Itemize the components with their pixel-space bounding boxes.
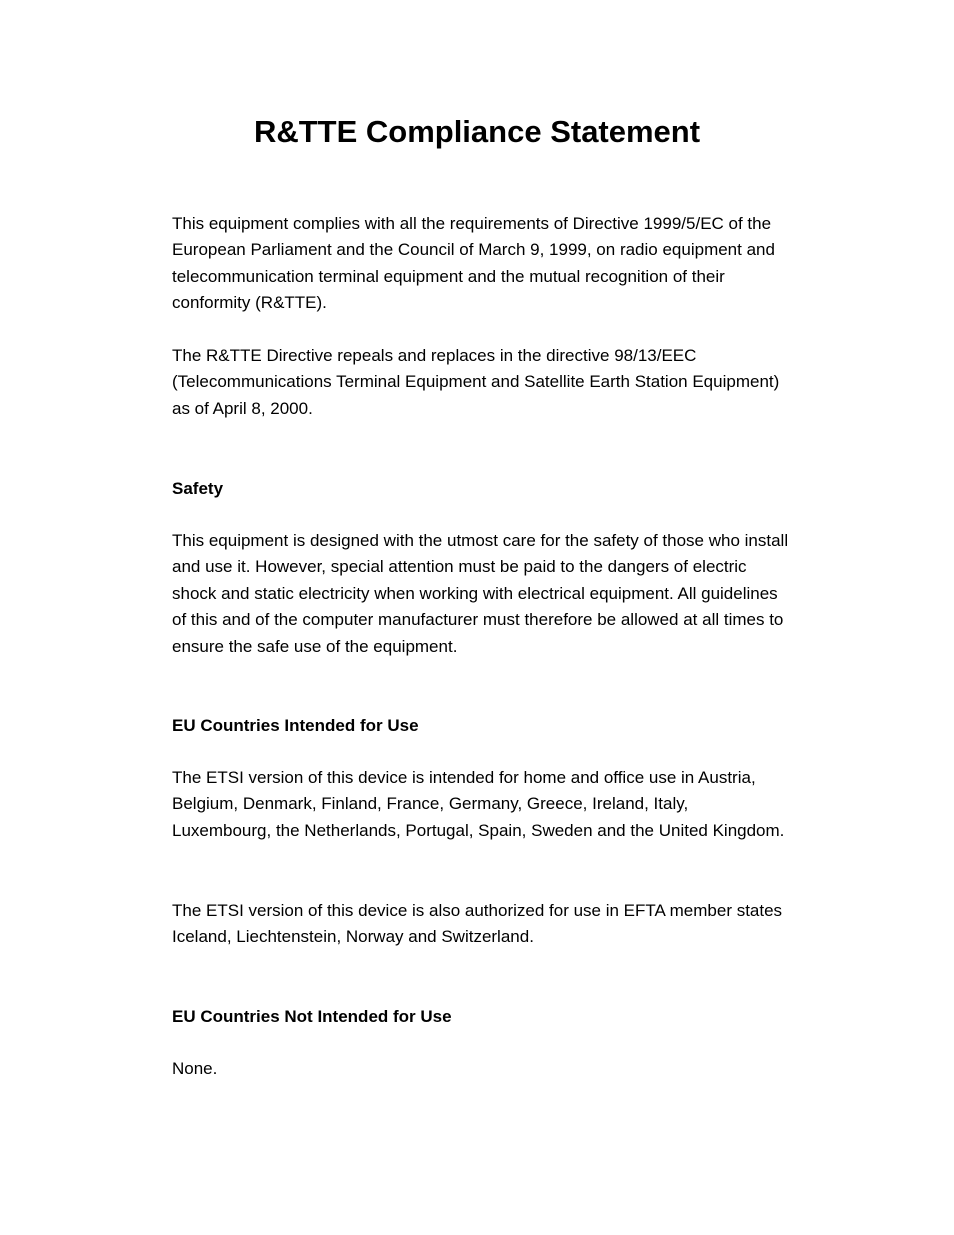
eu-intended-paragraph-2: The ETSI version of this device is also authorized for use in EFTA member states Iceland, Liechtenstein, Norway and Switzerland.	[172, 901, 783, 947]
eu-intended-paragraph-1: The ETSI version of this device is intended for home and office use in Austria, Belgium, Denmark, Finland, France, Germany, Greece, Ireland, Italy, Luxembourg, the Netherlands, Portugal, Spain, Sweden and the United Kingdom.	[172, 768, 785, 840]
page-title: R&TTE Compliance Statement	[253, 114, 701, 149]
safety-heading: Safety	[172, 479, 224, 498]
eu-intended-heading: EU Countries Intended for Use	[172, 716, 419, 735]
eu-not-intended-heading: EU Countries Not Intended for Use	[172, 1007, 452, 1026]
safety-paragraph: This equipment is designed with the utmost care for the safety of those who install and use it. However, special attention must be paid to the dangers of electric shock and static electricity when working with electrical equipment. All guidelines of this and of the computer manufacturer must therefore be allowed at all times to ensure the safe use of the equipment.	[172, 531, 789, 656]
intro-paragraph-2: The R&TTE Directive repeals and replaces in the directive 98/13/EEC (Telecommunications Terminal Equipment and Satellite Earth Station Equipment) as of April 8, 2000.	[172, 346, 780, 418]
intro-paragraph-1: This equipment complies with all the requirements of Directive 1999/5/EC of the European Parliament and the Council of March 9, 1999, on radio equipment and telecommunication terminal equipment and the mutual recognition of their conformity (R&TTE).	[172, 214, 775, 313]
eu-not-intended-paragraph: None.	[172, 1059, 218, 1078]
